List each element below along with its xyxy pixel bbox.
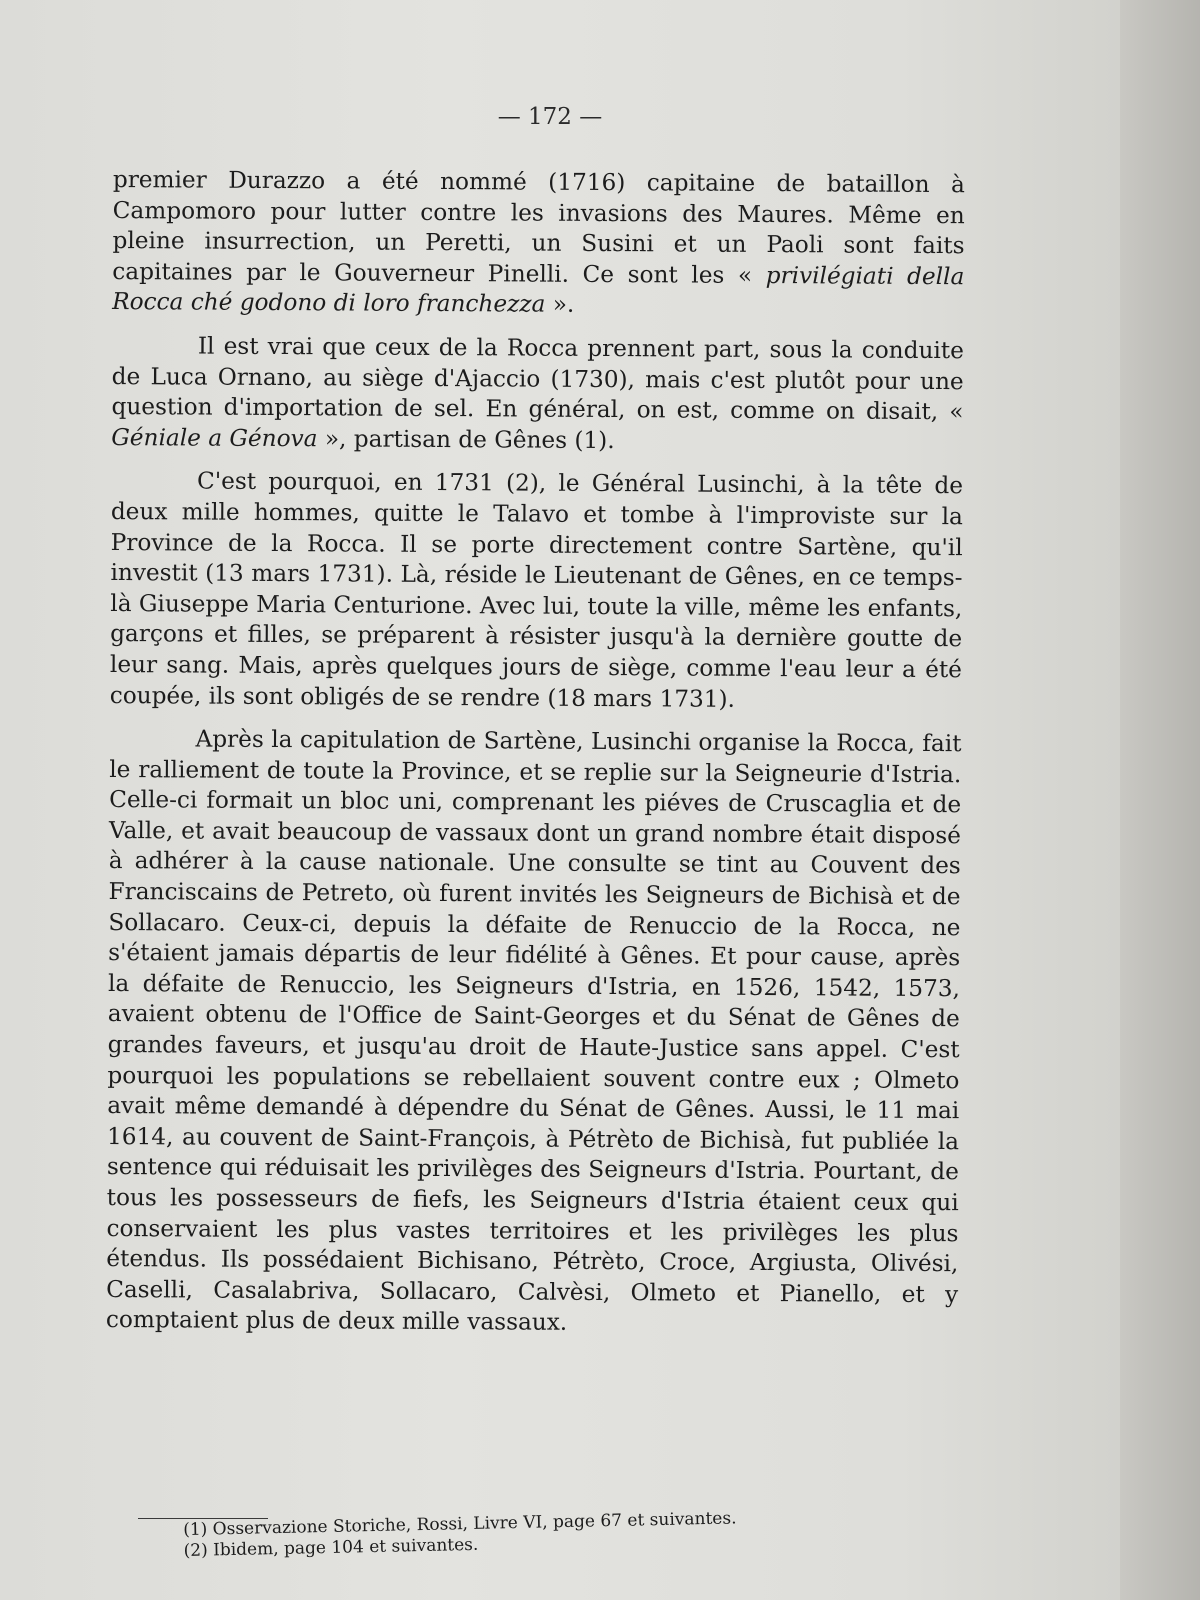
- paragraph-1-segment-3: ».: [545, 291, 575, 319]
- footnote-2: (2) Ibidem, page 104 et suivantes.: [183, 1534, 479, 1561]
- paragraph-1-segment-1: premier Durazzo a été nommé (1716) capitaine de bataillon à Campomoro pour lutter contre les invasions des Maures. Même en pleine insurrection, un Peretti, un Susini et un Paoli sont faits capitaines par le Gouverneur Pinelli. Ce sont les «: [112, 165, 965, 289]
- paragraph-2-segment-1: Il est vrai que ceux de la Rocca prennent part, sous la conduite de Luca Ornano, au siège d'Ajaccio (1730), mais c'est plutôt pour une question d'importation de sel. En général, on est, comme on disait, «: [111, 332, 964, 426]
- paragraph-2-segment-3: », partisan de Gênes (1).: [317, 425, 615, 454]
- paragraph-4-text: Après la capitulation de Sartène, Lusinchi organise la Rocca, fait le ralliement de toute la Province, et se replie sur la Seigneurie d'Istria. Celle-ci formait un bloc uni, comprenant les piéves de Cruscaglia et de Valle, et avait beaucoup de vassaux dont un grand nombre était disposé à adhérer à la cause nationale. Une consulte se tint au Couvent des Franciscains de Petreto, où furent invités les Seigneurs de Bichisà et de Sollacaro. Ceux-ci, depuis la défaite de Renuccio de la Rocca, ne s'étaient jamais départis de leur fidélité à Gênes. Et pour cause, après la défaite de Renuccio, les Seigneurs d'Istria, en 1526, 1542, 1573, avaient obtenu de l'Office de Saint-Georges et du Sénat de Gênes de grandes faveurs, et jusqu'au droit de Haute-Justice sans appel. C'est pourquoi les populations se rebellaient souvent contre eux ; Olmeto avait même demandé à dépendre du Sénat de Gênes. Aussi, le 11 mai 1614, au couvent de Saint-François, à Pétrèto de Bichisà, fut publiée la sentence qui réduisait les privilèges des Seigneurs d'Istria. Pourtant, de tous les possesseurs de fiefs, les Seigneurs d'Istria étaient ceux qui conservaient les plus vastes territoires et les privilèges les plus étendus. Ils possédaient Bichisano, Pétrèto, Croce, Argiusta, Olivési, Caselli, Casalabriva, Sollacaro, Calvèsi, Olmeto et Pianello, et y comptaient plus de deux mille vassaux.: [105, 725, 962, 1337]
- footnotes: [183, 1504, 944, 1562]
- paragraph-1-italic-quote: privilégiati della Rocca ché godono di loro franchezza: [112, 261, 965, 319]
- paragraph-1: [112, 165, 965, 323]
- paragraph-3: [110, 466, 963, 716]
- paragraph-4: [106, 724, 962, 1341]
- footnote-1: (1) Osservazione Storiche, Rossi, Livre VI, page 67 et suivantes.: [183, 1508, 737, 1540]
- body-text: [106, 165, 965, 1354]
- paragraph-3-text: C'est pourquoi, en 1731 (2), le Général Lusinchi, à la tête de deux mille hommes, quitte le Talavo et tombe à l'improviste sur la Province de la Rocca. Il se porte directement contre Sartène, qu'il investit (13 mars 1731). Là, réside le Lieutenant de Gênes, en ce temps-là Giuseppe Maria Centurione. Avec lui, toute la ville, même les enfants, garçons et filles, se préparent à résister jusqu'à la dernière goutte de leur sang. Mais, après quelques jours de siège, comme l'eau leur a été coupée, ils sont obligés de se rendre (18 mars 1731).: [109, 467, 964, 713]
- page-number: — 172 —: [497, 104, 603, 130]
- page-edge-shadow: [1120, 0, 1200, 1600]
- paragraph-2-italic-quote: Géniale a Génova: [111, 423, 318, 453]
- paragraph-2: [111, 331, 964, 459]
